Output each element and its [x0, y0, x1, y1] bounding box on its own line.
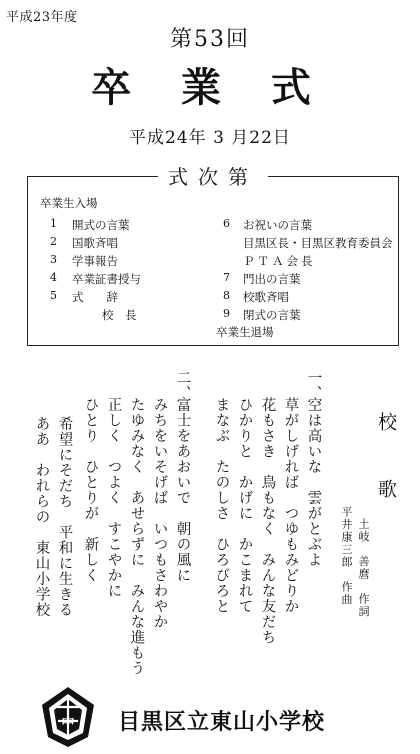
lyric-line: 空は高いな 雲がとぶよ: [305, 397, 322, 568]
refrain-line: 希望にそだち 平和に生きる: [56, 416, 73, 618]
program-heading: 式次第: [28, 161, 398, 190]
program-item-number: 4: [50, 271, 57, 284]
program-item: 目黒区長・目黒区教育委員会: [243, 236, 393, 250]
program-item: 国歌斉唱: [72, 236, 118, 250]
program-item: 校歌斉唱: [243, 290, 289, 304]
program-item-number: 1: [50, 217, 57, 230]
program-item: 卒業証書授与: [72, 272, 141, 286]
program-item-number: 3: [50, 253, 57, 266]
lyric-line: 花もさき 鳥もなく みんな友だち: [259, 397, 276, 645]
fiscal-year-label: 平成23年度: [6, 10, 78, 25]
program-box: [27, 165, 399, 346]
ceremony-number: 第53回: [170, 27, 250, 52]
song-title: 校歌: [375, 412, 397, 546]
program-item-number: 2: [50, 235, 57, 248]
song-composer: 平井康三郎 作曲: [340, 506, 353, 606]
program-item: 式 辞: [72, 290, 118, 304]
program-item: 門出の言葉: [243, 272, 301, 286]
lyric-line: ひかりと かげに かこまれて: [236, 397, 253, 614]
program-item-number: 8: [223, 289, 230, 302]
lyric-line: 草がしげれば つゆもみどりか: [282, 397, 299, 614]
program-entrance: 卒業生入場: [40, 196, 98, 210]
verse-1-mark: 一、: [305, 370, 322, 401]
program-item-number: 6: [223, 217, 230, 230]
verse-2-mark: 二、: [174, 370, 191, 401]
program-principal: 校 長: [102, 308, 137, 322]
school-name: 目黒区立東山小学校: [118, 710, 326, 735]
program-item-number: 7: [223, 271, 230, 284]
program-item: 学事報告: [72, 254, 118, 268]
emblem-text: 中: [61, 716, 75, 731]
school-emblem-icon: [38, 685, 98, 749]
program-item: 閉式の言葉: [243, 308, 301, 322]
lyric-line: ひとり ひとりが 新しく: [82, 397, 99, 583]
lyric-line: たゆみなく あせらずに みんな進もう: [128, 397, 145, 676]
song-lyricist: 土岐 善麿 作詞: [357, 518, 370, 618]
lyric-line: 正しく つよく すこやかに: [105, 397, 122, 599]
ceremony-date: 平成24年 3 月22日: [129, 128, 291, 148]
lyric-line: まなぶ たのしさ ひろびろと: [213, 397, 230, 614]
page-title: 卒 業 式: [91, 65, 329, 111]
school-emblem: [38, 685, 98, 749]
program-item: ＰＴＡ会長: [243, 254, 316, 268]
program-exit: 卒業生退場: [216, 325, 274, 339]
lyric-line: みちをいそげば いつもさわやか: [151, 397, 168, 630]
program-item-number: 5: [50, 289, 57, 302]
program-item-number: 9: [223, 307, 230, 320]
program-item: お祝いの言葉: [243, 218, 312, 232]
refrain-line: ああ われらの 東山小学校: [33, 416, 50, 618]
program-item: 開式の言葉: [72, 218, 130, 232]
lyric-line: 富士をあおいで 朝の風に: [174, 397, 191, 583]
